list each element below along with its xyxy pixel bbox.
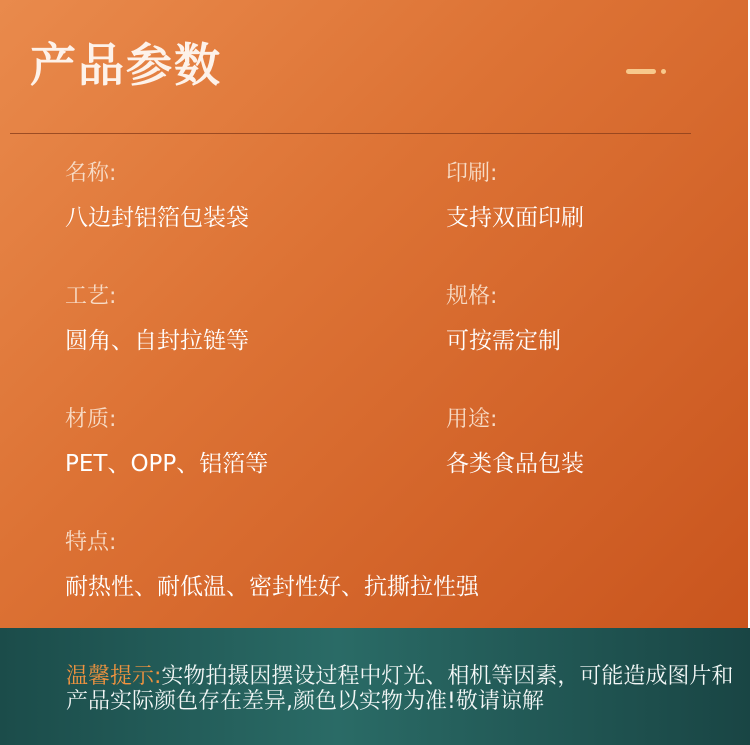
param-label: 特点: [65, 530, 117, 555]
param-value: 八边封铝箔包装袋 [65, 205, 249, 231]
notice-text [66, 664, 736, 714]
param-label: 印刷: [446, 161, 498, 186]
param-value: 各类食品包装 [446, 451, 584, 477]
param-value: 圆角、自封拉链等 [65, 328, 249, 354]
param-label: 规格: [446, 284, 498, 309]
param-value: 支持双面印刷 [446, 205, 584, 231]
notice-body: 实物拍摄因摆设过程中灯光、相机等因素，可能造成图片和产品实际颜色存在差异,颜色以实物为准!敬请谅解 [66, 664, 734, 714]
param-spec [446, 286, 561, 353]
param-label: 工艺: [65, 284, 117, 309]
decorative-dot [661, 69, 666, 74]
param-value: 可按需定制 [446, 328, 561, 354]
param-value: 耐热性、耐低温、密封性好、抗撕拉性强 [65, 574, 479, 600]
param-value: PET、OPP、铝箔等 [65, 451, 269, 477]
param-material [65, 409, 268, 476]
param-usage [446, 409, 584, 476]
decorative-dash [626, 69, 656, 74]
notice-key: 温馨提示: [66, 664, 162, 689]
title-divider [10, 133, 691, 134]
page-title: 产品参数 [30, 38, 222, 92]
param-features [65, 532, 479, 599]
param-process [65, 286, 249, 353]
param-printing [446, 163, 584, 230]
param-label: 用途: [446, 407, 498, 432]
param-label: 名称: [65, 161, 117, 186]
param-label: 材质: [65, 407, 117, 432]
param-name [65, 163, 249, 230]
notice-banner [0, 628, 750, 745]
